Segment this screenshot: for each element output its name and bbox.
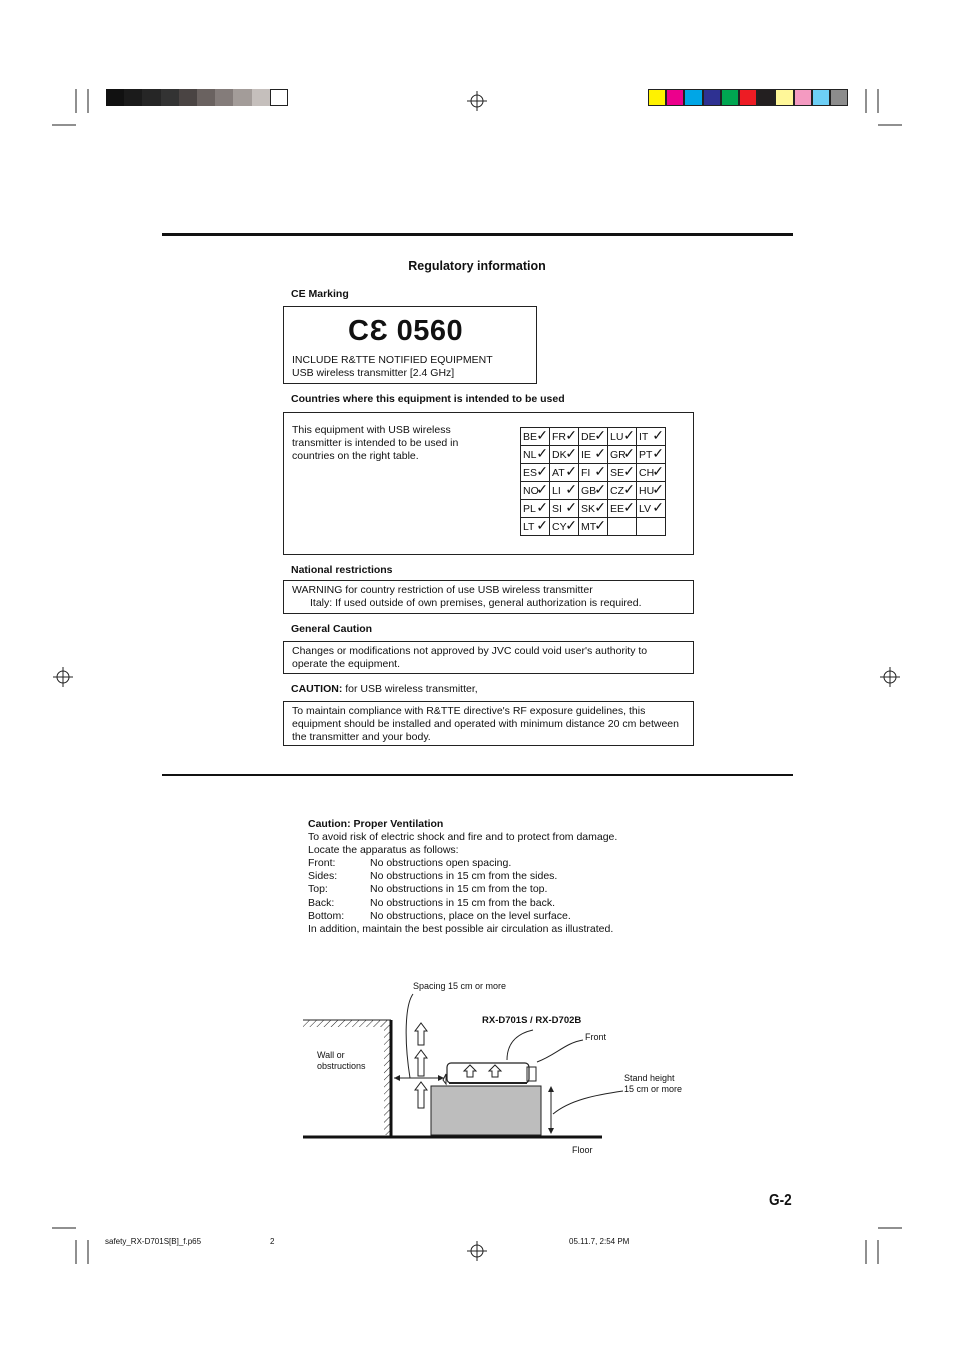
general-caution-heading: General Caution [291,623,373,635]
footer-file: safety_RX-D701S[B]_f.p65 [105,1237,202,1246]
country-code: NO [523,484,539,497]
check-mark-icon: ✓ [536,481,548,497]
check-mark-icon: ✓ [623,445,635,461]
ventilation-item-text: No obstructions in 15 cm from the sides. [370,870,558,883]
country-code: IE [581,448,591,461]
ventilation-item-text: No obstructions in 15 cm from the top. [370,883,548,896]
page-number: G-2 [769,1192,792,1209]
country-code: LI [552,484,561,497]
ce-line-1: INCLUDE R&TTE NOTIFIED EQUIPMENT [292,354,493,366]
countries-description-line: transmitter is intended to be used in [292,437,459,449]
ventilation-item-label: Top: [308,883,328,896]
check-mark-icon: ✓ [652,499,664,515]
check-mark-icon: ✓ [565,445,577,461]
usb-caution-line-3: the transmitter and your body. [292,731,431,743]
country-code: MT [581,520,597,533]
check-mark-icon: ✓ [623,481,635,497]
stand [431,1086,541,1135]
check-mark-icon: ✓ [623,427,635,443]
check-mark-icon: ✓ [565,463,577,479]
ventilation-item-label: Front: [308,857,336,869]
airflow-arrow-icon [415,1023,427,1045]
country-code: SK [581,502,596,515]
stand-label-line: Stand height [624,1073,675,1083]
countries-description-line: This equipment with USB wireless [292,424,451,436]
ce-mark-logo: CƐ 0560 [348,315,464,347]
spacing-label: Spacing 15 cm or more [413,981,507,991]
check-mark-icon: ✓ [565,481,577,497]
country-code: HU [639,484,655,497]
usb-caution-label: CAUTION: [291,683,343,695]
ventilation-item-text: No obstructions, place on the level surface. [370,909,571,922]
check-mark-icon: ✓ [594,499,606,515]
check-mark-icon: ✓ [652,463,664,479]
ventilation-outro: In addition, maintain the best possible air circulation as illustrated. [308,923,614,935]
country-code: PT [639,448,653,461]
country-code: ES [523,466,538,479]
general-caution-line-2: operate the equipment. [292,658,400,670]
country-code: GB [581,484,597,497]
usb-caution-heading-text: for USB wireless transmitter, [342,683,478,695]
footer-date: 05.11.7, 2:54 PM [569,1237,630,1246]
stand-label-line: 15 cm or more [624,1084,683,1094]
ventilation-item-label: Back: [308,896,335,909]
receiver-unit [447,1063,529,1083]
country-code: EE [610,502,625,515]
check-mark-icon: ✓ [536,445,548,461]
ventilation-intro-1: To avoid risk of electric shock and fire and to protect from damage. [308,831,618,843]
check-mark-icon: ✓ [652,481,664,497]
countries-description-line: countries on the right table. [292,450,419,462]
ventilation-item-label: Sides: [308,870,338,883]
country-code: PL [523,502,536,515]
country-code: LU [610,430,624,443]
check-mark-icon: ✓ [594,427,606,443]
usb-caution-line-1: To maintain compliance with R&TTE directive's RF exposure guidelines, this [292,705,646,717]
check-mark-icon: ✓ [565,427,577,443]
stand-label [624,1073,682,1095]
model-label: RX-D701S / RX-D702B [482,1015,582,1026]
wall-label-line: obstructions [317,1061,366,1071]
check-mark-icon: ✓ [594,517,606,533]
check-mark-icon: ✓ [536,427,548,443]
floor-label: Floor [572,1145,593,1155]
ventilation-item-text: No obstructions open spacing. [370,857,512,869]
ventilation-intro-2: Locate the apparatus as follows: [308,844,459,856]
check-mark-icon: ✓ [652,445,664,461]
check-mark-icon: ✓ [536,463,548,479]
national-line-1: WARNING for country restriction of use USB wireless transmitter [292,584,593,596]
check-mark-icon: ✓ [565,517,577,533]
country-code: FI [581,466,591,479]
airflow-arrow-icon [415,1082,427,1108]
national-line-2: Italy: If used outside of own premises, general authorization is required. [310,597,642,609]
wall-label-line: Wall or [317,1050,345,1060]
footer-page: 2 [270,1237,275,1246]
front-label: Front [585,1032,607,1042]
country-code: SI [552,502,562,515]
check-mark-icon: ✓ [594,445,606,461]
country-code: DK [552,448,567,461]
national-restrictions-heading: National restrictions [291,564,393,576]
country-code: DE [581,430,596,443]
country-code: NL [523,448,537,461]
country-code: LT [523,520,535,533]
country-code: LV [639,502,652,515]
check-mark-icon: ✓ [594,481,606,497]
check-mark-icon: ✓ [623,499,635,515]
airflow-arrow-icon [415,1050,427,1076]
check-mark-icon: ✓ [536,517,548,533]
country-code: BE [523,430,538,443]
check-mark-icon: ✓ [594,463,606,479]
country-code: AT [552,466,565,479]
usb-caution-line-2: equipment should be installed and operated with minimum distance 20 cm between [292,718,679,730]
check-mark-icon: ✓ [623,463,635,479]
section-title: Regulatory information [408,259,546,273]
ce-marking-heading: CE Marking [291,288,349,300]
country-code: IT [639,430,649,443]
ventilation-item-label: Bottom: [308,909,345,922]
ventilation-title: Caution: Proper Ventilation [308,818,444,830]
wall-label [317,1050,366,1072]
country-code: CH [639,466,655,479]
countries-heading: Countries where this equipment is intended to be used [291,393,565,405]
general-caution-line-1: Changes or modifications not approved by JVC could void user's authority to [292,645,648,657]
country-code: GR [610,448,626,461]
check-mark-icon: ✓ [652,427,664,443]
country-code: SE [610,466,625,479]
ce-line-2: USB wireless transmitter [2.4 GHz] [292,367,455,379]
country-code: CZ [610,484,624,497]
country-code: CY [552,520,567,533]
check-mark-icon: ✓ [565,499,577,515]
ceiling-hatch [303,1020,391,1027]
check-mark-icon: ✓ [536,499,548,515]
ventilation-item-text: No obstructions in 15 cm from the back. [370,896,555,909]
country-code: FR [552,430,566,443]
